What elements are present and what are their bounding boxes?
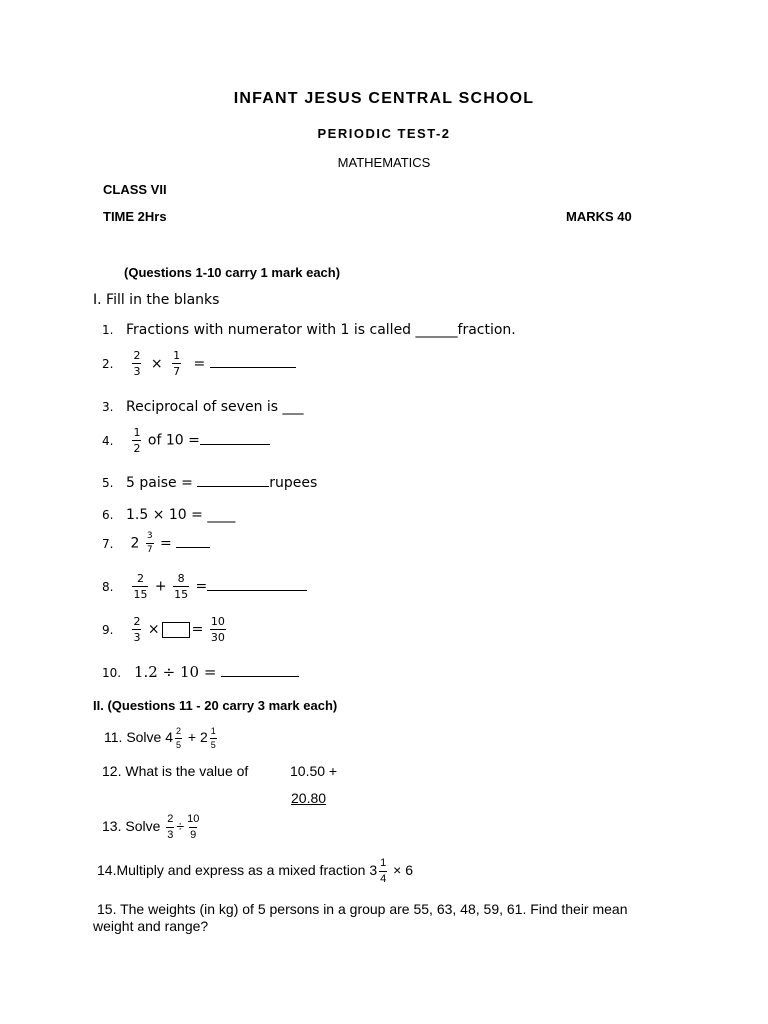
class-label: CLASS VII [103, 182, 167, 197]
fraction: $\frac{10}{9}$ [187, 813, 200, 841]
question-10 [102, 663, 299, 681]
question-2: 2. $\frac{2}{3}$ × $\frac{1}{7}$ = [102, 350, 296, 377]
question-text: Reciprocal of seven is ___ [126, 399, 304, 415]
answer-blank[interactable] [200, 432, 270, 445]
question-number: 8. [102, 579, 114, 594]
fraction: $\frac{8}{15}$ [174, 572, 189, 601]
fraction: $\frac{2}{5}$ [176, 726, 182, 750]
fraction: $\frac{2}{3}$ [133, 349, 141, 378]
question-6 [102, 507, 235, 523]
fraction: $\frac{1}{4}$ [380, 857, 387, 885]
answer-blank[interactable] [207, 578, 307, 591]
time-label: TIME 2Hrs [103, 209, 167, 224]
question-text: Fractions with numerator with 1 is called ______fraction. [126, 322, 516, 338]
question-number: 4. [102, 433, 114, 448]
question-number: 6. [102, 508, 114, 522]
answer-blank[interactable] [210, 355, 296, 368]
question-14: 14.Multiply and express as a mixed fraction 3 $\frac{1}{4}$ × 6 [97, 857, 414, 885]
question-7: 7. 2 $\frac{3}{7}$ = [102, 532, 210, 555]
question-number: 9. [102, 622, 114, 637]
question-12-text: 12. What is the value of [102, 763, 249, 779]
question-text: 1.5 × 10 = ____ [126, 507, 236, 523]
section2-title: II. (Questions 11 - 20 carry 3 mark each) [93, 698, 338, 713]
subject-title: MATHEMATICS [337, 155, 431, 170]
fraction: $\frac{2}{3}$ [133, 615, 141, 644]
fraction: $\frac{2}{3}$ [167, 813, 174, 841]
question-9: 9. $\frac{2}{3}$ × = $\frac{10}{30}$ [102, 615, 225, 644]
question-5: 5. 5 paise = rupees [102, 475, 318, 491]
question-number: 7. [102, 536, 114, 551]
question-number: 10. [102, 666, 122, 680]
test-title: PERIODIC TEST-2 [317, 126, 451, 141]
school-name: INFANT JESUS CENTRAL SCHOOL [233, 90, 535, 107]
question-number: 2. [102, 356, 114, 371]
fraction: $\frac{1}{2}$ [133, 426, 141, 455]
answer-blank[interactable] [221, 664, 299, 677]
fraction: $\frac{1}{5}$ [210, 726, 216, 750]
fraction: $\frac{1}{7}$ [173, 349, 181, 378]
question-4: 4. $\frac{1}{2}$ of 10 = [102, 427, 270, 454]
answer-blank[interactable] [197, 474, 269, 487]
fraction: $\frac{2}{15}$ [133, 572, 148, 601]
question-11: 11. Solve 4 $\frac{2}{5}$ + 2 $\frac{1}{5}$ [104, 726, 216, 750]
question-number: 5. [102, 476, 114, 490]
question-3 [102, 399, 304, 415]
question-number: 3. [102, 400, 114, 414]
question-13: 13. Solve $\frac{2}{3}$ ÷ $\frac{10}{9}$ [102, 813, 200, 841]
question-15: 15. The weights (in kg) of 5 persons in a group are 55, 63, 48, 59, 61. Find their mean weight and range? [93, 901, 628, 934]
marks-label: MARKS 40 [566, 209, 632, 224]
question-number: 1. [102, 323, 114, 337]
answer-box[interactable] [162, 622, 190, 638]
section1-title: I. Fill in the blanks [93, 292, 220, 308]
section1-note: (Questions 1-10 carry 1 mark each) [124, 265, 341, 280]
question-12-value-1: 10.50 + [290, 763, 338, 779]
question-text: 1.2 ÷ 10 = [134, 663, 222, 681]
answer-blank[interactable] [176, 535, 210, 548]
fraction: $\frac{3}{7}$ [146, 531, 153, 555]
question-1 [102, 322, 516, 338]
question-12-value-2: 20.80 [291, 790, 327, 806]
question-8: 8. $\frac{2}{15}$ + $\frac{8}{15}$ = [102, 573, 307, 600]
fraction: $\frac{10}{30}$ [210, 615, 225, 644]
